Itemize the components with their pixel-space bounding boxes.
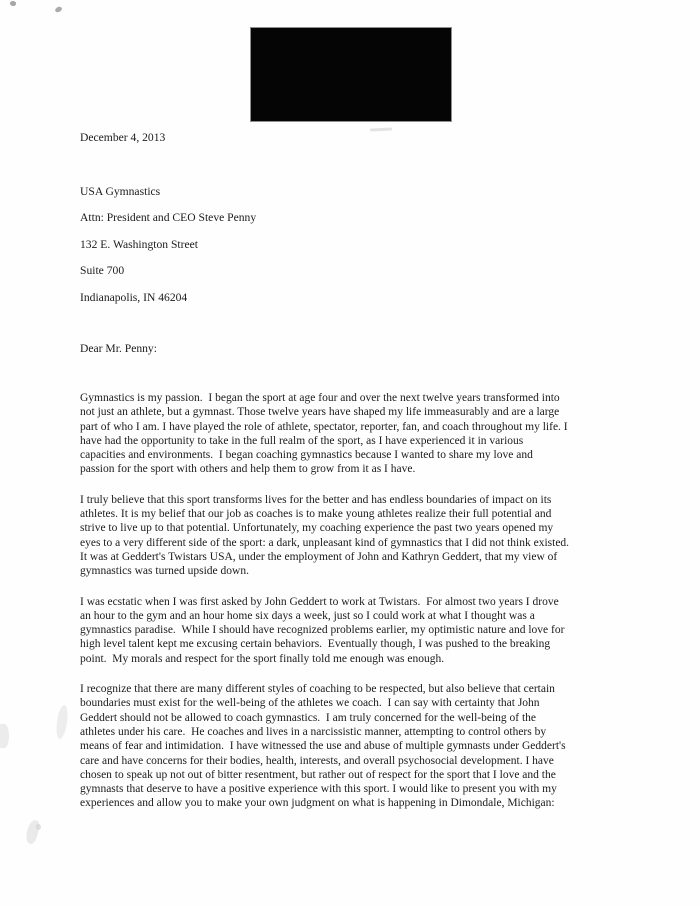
- scan-speck-artifact: [9, 0, 17, 7]
- body-line: care and have concerns for their bodies, health, interests, and overall psychosocial development. I have: [80, 754, 554, 767]
- recipient-address-block: [80, 186, 256, 318]
- address-line-organization: USA Gymnastics: [80, 185, 161, 198]
- address-line-city: Indianapolis, IN 46204: [80, 290, 188, 304]
- body-line: an hour to the gym and an hour home six days a week, just so I could work at what I thought was a: [80, 609, 535, 622]
- body-line: not just an athlete, but a gymnast. Those twelve years have shaped my life immeasurably and are a large: [80, 406, 560, 419]
- body-line: athletes under his care. He coaches and lives in a narcissistic manner, attempting to control others by: [80, 725, 547, 738]
- body-line: chosen to speak up not out of bitter resentment, but rather out of respect for the sport that I love and the: [80, 768, 556, 781]
- body-line: high level talent kept me excusing certain behaviors. Eventually though, I was pushed to the breaking: [80, 638, 551, 651]
- body-line: I was ecstatic when I was first asked by John Geddert to work at Twistars. For almost two years I drove: [80, 595, 559, 608]
- scan-smudge-artifact: [0, 724, 9, 748]
- body-line: gymnastics paradise. While I should have recognized problems earlier, my optimistic nature and love for: [80, 624, 565, 637]
- paragraph-2: [80, 493, 640, 579]
- body-line: Geddert should not be allowed to coach gymnastics. I am truly concerned for the well-being of the: [80, 711, 537, 724]
- paragraph-3: [80, 595, 640, 666]
- body-line: boundaries must exist for the well-being of the athletes we coach. I can say with certainty that John: [80, 697, 540, 710]
- body-line: passion for the sport with others and help them to grow from it as I have.: [80, 463, 416, 476]
- body-line: Gymnastics is my passion. I began the sport at age four and over the next twelve years transformed into: [80, 392, 560, 404]
- address-line-suite: Suite 700: [80, 264, 125, 278]
- body-line: I recognize that there are many different styles of coaching to be respected, but also believe that certain: [80, 683, 555, 696]
- body-line: means of fear and intimidation. I have witnessed the use and abuse of multiple gymnasts under Geddert's: [80, 740, 566, 753]
- body-line: eyes to a very different side of the sport: a dark, unpleasant kind of gymnastics that I did not think existed.: [80, 536, 570, 549]
- scan-speck-artifact: [54, 5, 63, 13]
- scan-smudge-artifact: [36, 824, 41, 830]
- paragraph-1: [80, 391, 640, 477]
- body-line: part of who I am. I have played the role of athlete, spectator, reporter, fan, and coach throughout my life. I: [80, 420, 568, 433]
- body-line: gymnasts that deserve to have a positive experience with this sport. I would like to present you with my: [80, 783, 557, 796]
- body-line: It was at Geddert's Twistars USA, under the employment of John and Kathryn Geddert, that my view of: [80, 550, 558, 563]
- letter-body: [80, 391, 640, 827]
- body-line: gymnastics was turned upside down.: [80, 565, 249, 578]
- body-line: capacities and environments. I began coaching gymnastics because I wanted to share my love and: [80, 449, 533, 462]
- body-line: strive to live up to that potential. Unfortunately, my coaching experience the past two years opened my: [80, 522, 554, 535]
- scan-dash-artifact: [370, 127, 392, 131]
- scan-smudge-artifact: [24, 819, 40, 845]
- scan-smudge-artifact: [55, 704, 70, 739]
- body-line: athletes. It is my belief that our job as coaches is to make young athletes realize their full potential and: [80, 508, 552, 521]
- body-line: I truly believe that this sport transforms lives for the better and has endless boundaries of impact on its: [80, 493, 552, 506]
- body-line: have had the opportunity to take in the full realm of the sport, as I have experienced it in various: [80, 434, 524, 447]
- letter-date: December 4, 2013: [80, 131, 166, 144]
- body-line: point. My morals and respect for the sport finally told me enough was enough.: [80, 652, 445, 665]
- body-line: experiences and allow you to make your own judgment on what is happening in Dimondale, Michigan:: [80, 797, 555, 810]
- redaction-box: [250, 27, 452, 122]
- salutation: Dear Mr. Penny:: [80, 342, 157, 355]
- address-line-street: 132 E. Washington Street: [80, 237, 198, 251]
- address-line-attn: Attn: President and CEO Steve Penny: [80, 211, 257, 225]
- paragraph-4: [80, 682, 640, 811]
